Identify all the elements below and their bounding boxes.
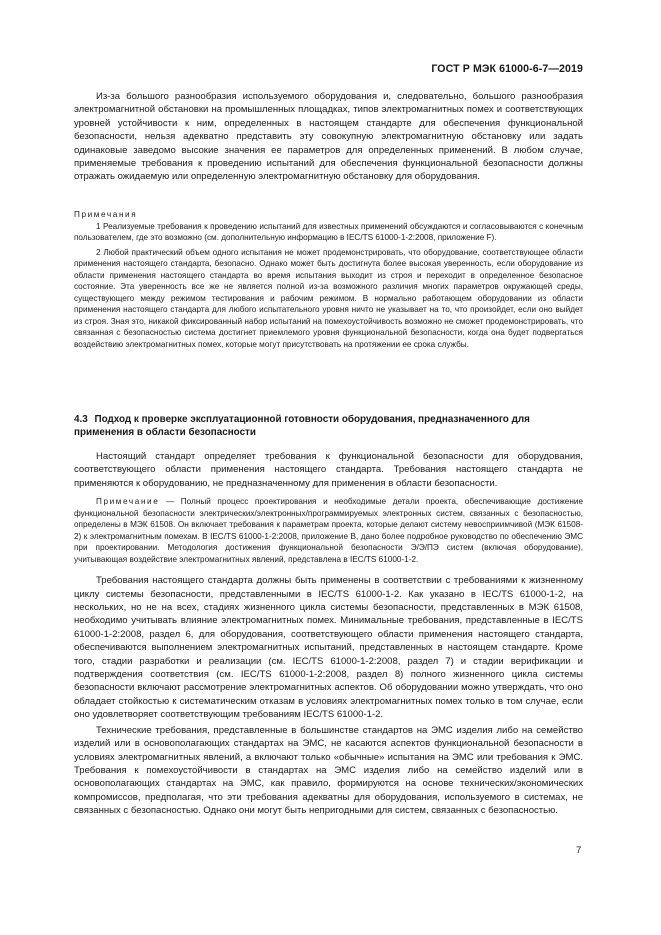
paragraph-3: Требования настоящего стандарта должны быть применены в соответствии с требованиями к жизненному циклу системы безопасности, представленными в IEC/TS 61000-1-2. Как указано в IEC/TS 61000-1-2, на нескольких, но не на всех, стадиях жизненного цикла системы безопасности, представленных в МЭК 61508, необходимо учитывать влияние электромагнитных помех. Минимальные требования, представленные в IEC/TS 61000-1-2:2008, раздел 6, для оборудования, соответствующего области применения настоящего стандарта, обеспечиваются выполнением электромагнитных испытаний, представленных в настоящем стандарте. Кроме того, стадии разработки и реализации (см. IEC/TS 61000-1-2:2008, раздел 7) и стадии верификации и подтверждения соответствия (см. IEC/TS 61000-1-2:2008, раздел 8) полного жизненного цикла системы безопасности включают рассмотрение электромагнитных аспектов. Об оборудовании можно утверждать, что оно обладает стойкостью к систематическим отказам в условиях электромагнитных помех только в том случае, если оно удовлетворяет соответствующим требованиям IEC/TS 61000-1-2. bbox=[74, 575, 583, 721]
section-4-3-body bbox=[74, 450, 583, 818]
note-label: Примечание bbox=[96, 497, 160, 507]
notes-block bbox=[74, 209, 583, 350]
note-1: 1 Реализуемые требования к проведению испытаний для известных применений обсуждаются и согласовываются с конечным пользователем, где это возможно (см. дополнительную информацию в IEC/TS 61000-1-2:2008, приложение F). bbox=[74, 221, 583, 242]
paragraph-1: Из-за большого разнообразия используемого оборудования и, следовательно, большого разнообразия электромагнитной обстановки на промышленных площадках, типов электромагнитных помех и соответствующих уровней устойчивости к ним, определенных в настоящем стандарте для обеспечения функциональной безопасности, нельзя адекватно представить эту совокупную электромагнитную обстановку или задать одинаковые заведомо высокие значения ее параметров для определенных применений. В любом случае, применяемые требования к проведению испытаний для обеспечения функциональной безопасности должны отражать ожидаемую или определенную электромагнитную обстановку для оборудования. bbox=[74, 91, 583, 183]
paragraph-intro-block bbox=[74, 90, 583, 184]
section-number: 4.3 bbox=[74, 414, 88, 425]
standard-header: ГОСТ Р МЭК 61000-6-7—2019 bbox=[431, 63, 583, 75]
page-number: 7 bbox=[576, 845, 582, 856]
note-2: 2 Любой практический объем одного испытания не может продемонстрировать, что оборудование, соответствующее области применения настоящего стандарта, безопасно. Однако может быть достигнута более высокая уверенность, если оборудование из области применения настоящего стандарта во время испытания выходит из строя и переходит в определенное безопасное состояние. Эта уверенность все же не является полной из-за возможного различия многих параметров окружающей среды, существующего между режимом тестирования и рабочим режимом. В нормально работающем оборудовании из области применения настоящего стандарта для любого испытательного уровня ничто не указывает на то, что произойдет, если оно выйдет из строя. Зная это, никакой фиксированный набор испытаний на помехоустойчивость возможно не сможет продемонстрировать, что связанная с безопасностью система достигнет приемлемого уровня функциональной безопасности, когда она будет подвергаться воздействию электромагнитных помех, которые могут присутствовать на протяжении ее срока службы. bbox=[74, 247, 583, 349]
paragraph-4: Технические требования, представленные в большинстве стандартов на ЭМС изделия либо на семейство изделий или в основополагающих стандартах на ЭМС, не касаются аспектов функциональной безопасности в условиях электромагнитных явлений, а включают только «обычные» испытания на ЭМС или требования к ЭМС. Требования к помехоустойчивости в стандартах на ЭМС изделия либо на семейство изделий или в основополагающих стандартах на ЭМС, как правило, формируются на основе технических/экономических компромиссов, предполагая, что эти требования адекватны для оборудования, используемого в системах, не связанных с безопасностью. Однако они могут быть непригодными для систем, связанных с безопасностью. bbox=[74, 724, 583, 817]
notes-heading: Примечания bbox=[74, 210, 138, 219]
section-4-3-heading bbox=[74, 413, 583, 440]
section-title: Подход к проверке эксплуатационной готовности оборудования, предназначенного для применения в области безопасности bbox=[74, 414, 530, 439]
paragraph-2: Настоящий стандарт определяет требования к функциональной безопасности для оборудования, соответствующего области применения настоящего стандарта. Требования настоящего стандарта не применяются к оборудованию, не предназначенному для применения в области безопасности. bbox=[74, 451, 583, 489]
note-3: — Полный процесс проектирования и необходимые детали проекта, обеспечивающие достижение функциональной безопасности электрических/электронных/программируемых электронных систем, связанных с безопасностью, определены в МЭК 61508. Он включает требования к параметрам проекта, которые делают систему невосприимчивой (МЭК 61508-2) к электромагнитным помехам. В IEC/TS 61000-1-2:2008, приложение В, дано более подробное руководство по обеспечению ЭМС при проектировании. Методология достижения функциональной безопасности Э/Э/ПЭ систем (включая оборудование), учитывающая воздействие электромагнитных явлений, представлена в IEC/TS 61000-1-2. bbox=[74, 497, 583, 564]
